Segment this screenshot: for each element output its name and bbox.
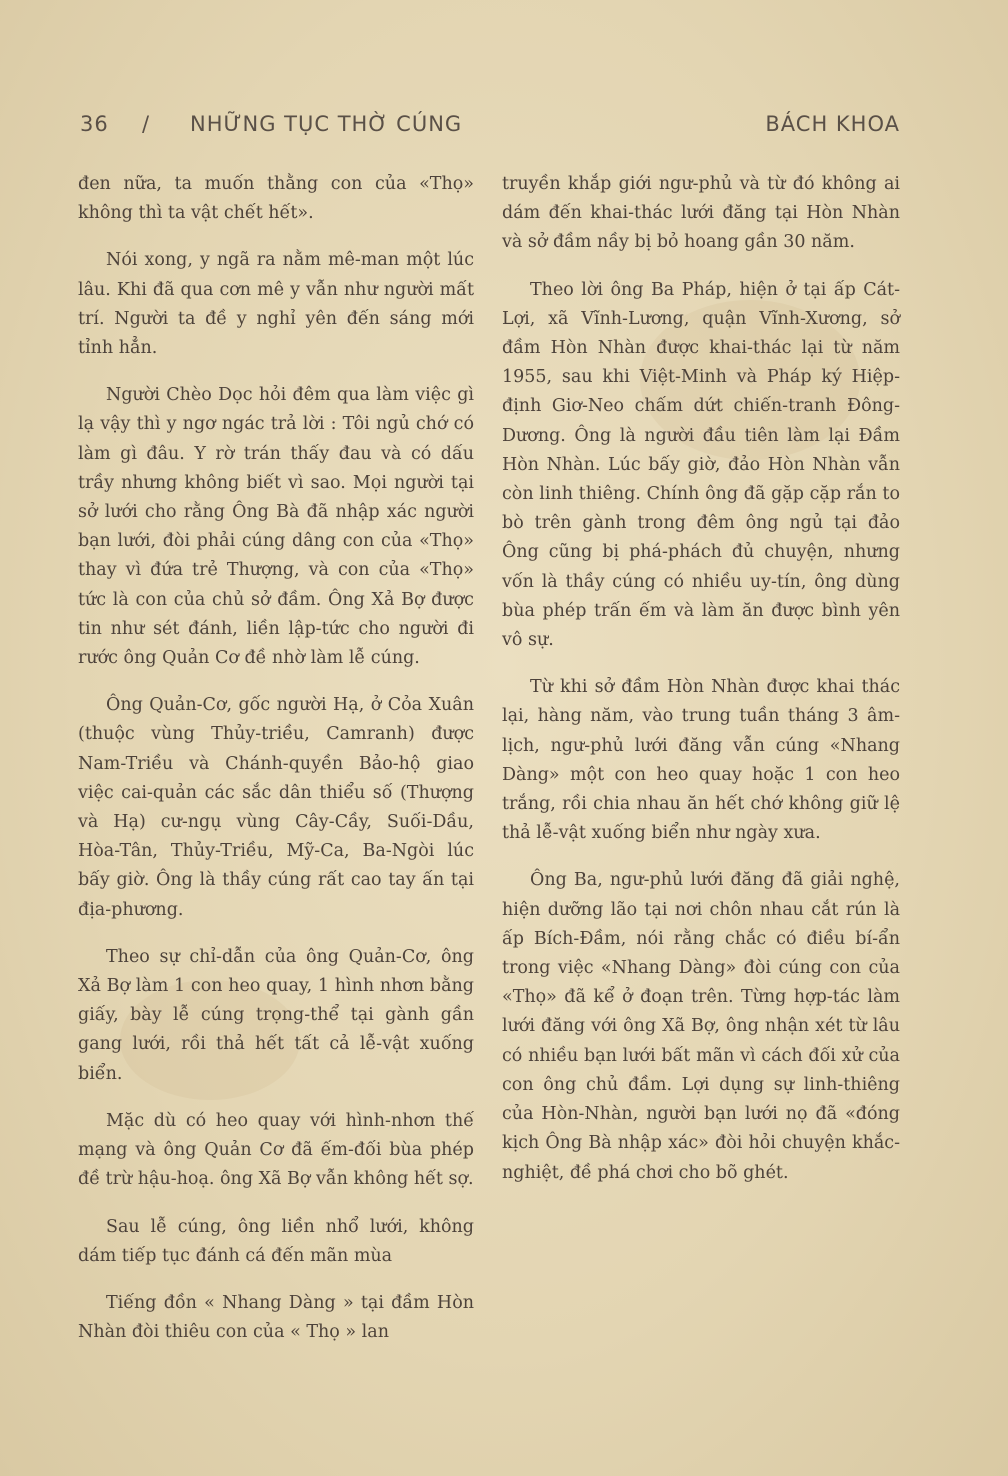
paragraph: Mặc dù có heo quay với hình-nhơn thế mạng và ông Quản Cơ đã ếm-đối bùa phép đề trừ hậu-hoạ. ông Xã Bợ vẫn không hết sợ. [78, 1110, 474, 1190]
right-column [502, 170, 900, 1206]
page-number: 36 [80, 112, 109, 136]
left-column [78, 170, 474, 1365]
paragraph: truyền khắp giới ngư-phủ và từ đó không ai dám đến khai-thác lưới đăng tại Hòn Nhàn và sở đầm nầy bị bỏ hoang gần 30 năm. [502, 174, 900, 253]
paragraph: Ông Quản-Cơ, gốc người Hạ, ở Cỏa Xuân (thuộc vùng Thủy-triều, Camranh) được Nam-Triều và Chánh-quyền Bảo-hộ giao việc cai-quản các sắc dân thiểu số (Thượng và Hạ) cư-ngụ vùng Cây-Cầy, Suối-Dầu, Hòa-Tân, Thủy-Triều, Mỹ-Ca, Ba-Ngòi lúc bấy giờ. Ông là thầy cúng rất cao tay ấn tại địa-phương. [78, 695, 474, 920]
page-header [80, 112, 900, 146]
paragraph: Tiếng đồn « Nhang Dàng » tại đầm Hòn Nhàn đòi thiêu con của « Thọ » lan [78, 1292, 474, 1343]
paragraph: đen nữa, ta muốn thằng con của «Thọ» không thì ta vật chết hết». [78, 174, 474, 224]
paragraph: Từ khi sở đầm Hòn Nhàn được khai thác lại, hàng năm, vào trung tuần tháng 3 âm-lịch, ngư-phủ lưới đăng vẫn cúng «Nhang Dàng» một con heo quay hoặc 1 con heo trắng, rồi chia nhau ăn hết chớ không giữ lệ thả lễ-vật xuống biển như ngày xưa. [502, 677, 900, 844]
paragraph: Người Chèo Dọc hỏi đêm qua làm việc gì lạ vậy thì y ngơ ngác trả lời : Tôi ngủ chớ có làm gì đâu. Y rờ trán thấy đau và có dấu trầy nhưng không biết vì sao. Mọi người tại sở lưới cho rằng Ông Bà đã nhập xác người bạn lưới, đòi phải cúng dâng con của «Thọ» thay vì đứa trẻ Thượng, và con của «Thọ» tức là con của chủ sở đầm. Ông Xả Bợ được tin như sét đánh, liền lập-tức cho người đi rước ông Quản Cơ đề nhờ làm lễ cúng. [78, 385, 474, 669]
paragraph: Theo lời ông Ba Pháp, hiện ở tại ấp Cát-Lợi, xã Vĩnh-Lương, quận Vĩnh-Xương, sở đầm Hòn Nhàn được khai-thác lại từ năm 1955, sau khi Việt-Minh và Pháp ký Hiệp-định Giơ-Neo chấm dứt chiến-tranh Đông-Dương. Ông là người đầu tiên làm lại Đầm Hòn Nhàn. Lúc bấy giờ, đảo Hòn Nhàn vẫn còn linh thiêng. Chính ông đã gặp cặp rắn to bò trên gành trong đêm ông ngủ tại đảo Ông cũng bị phá-phách đủ chuyện, nhưng vốn là thầy cúng có nhiều uy-tín, ông dùng bùa phép trấn ếm và làm ăn được bình yên vô sự. [502, 279, 900, 651]
magazine-name: BÁCH KHOA [765, 112, 900, 136]
paragraph: Sau lễ cúng, ông liền nhổ lưới, không dám tiếp tục đánh cá đến mãn mùa [78, 1216, 474, 1266]
header-separator: / [142, 112, 151, 136]
paragraph: Nói xong, y ngã ra nằm mê-man một lúc lâu. Khi đã qua cơn mê y vẫn như người mất trí. Người ta đề y nghỉ yên đến sáng mới tỉnh hẳn. [78, 250, 474, 359]
running-title: NHỮNG TỤC THỜ CÚNG [190, 112, 463, 136]
paragraph: Ông Ba, ngư-phủ lưới đăng đã giải nghệ, hiện dưỡng lão tại nơi chôn nhau cắt rún là ấp Bích-Đầm, nói rằng chắc có điều bí-ẩn trong việc «Nhang Dàng» đòi cúng con của «Thọ» đã kể ở đoạn trên. Từng hợp-tác làm lưới đăng với ông Xã Bợ, ông nhận xét từ lâu có nhiều bạn lưới bất mãn vì cách đối xử của con ông chủ đầm. Lợi dụng sự linh-thiêng của Hòn-Nhàn, người bạn lưới nọ đã «đóng kịch Ông Bà nhập xác» đòi hỏi chuyện khắc-nghiệt, đề phá chơi cho bõ ghét. [502, 870, 900, 1183]
paragraph: Theo sự chỉ-dẫn của ông Quản-Cơ, ông Xả Bợ làm 1 con heo quay, 1 hình nhơn bằng giấy, bày lễ cúng trọng-thể tại gành gần gang lưới, rồi thả hết tất cả lễ-vật xuống biển. [78, 946, 474, 1084]
